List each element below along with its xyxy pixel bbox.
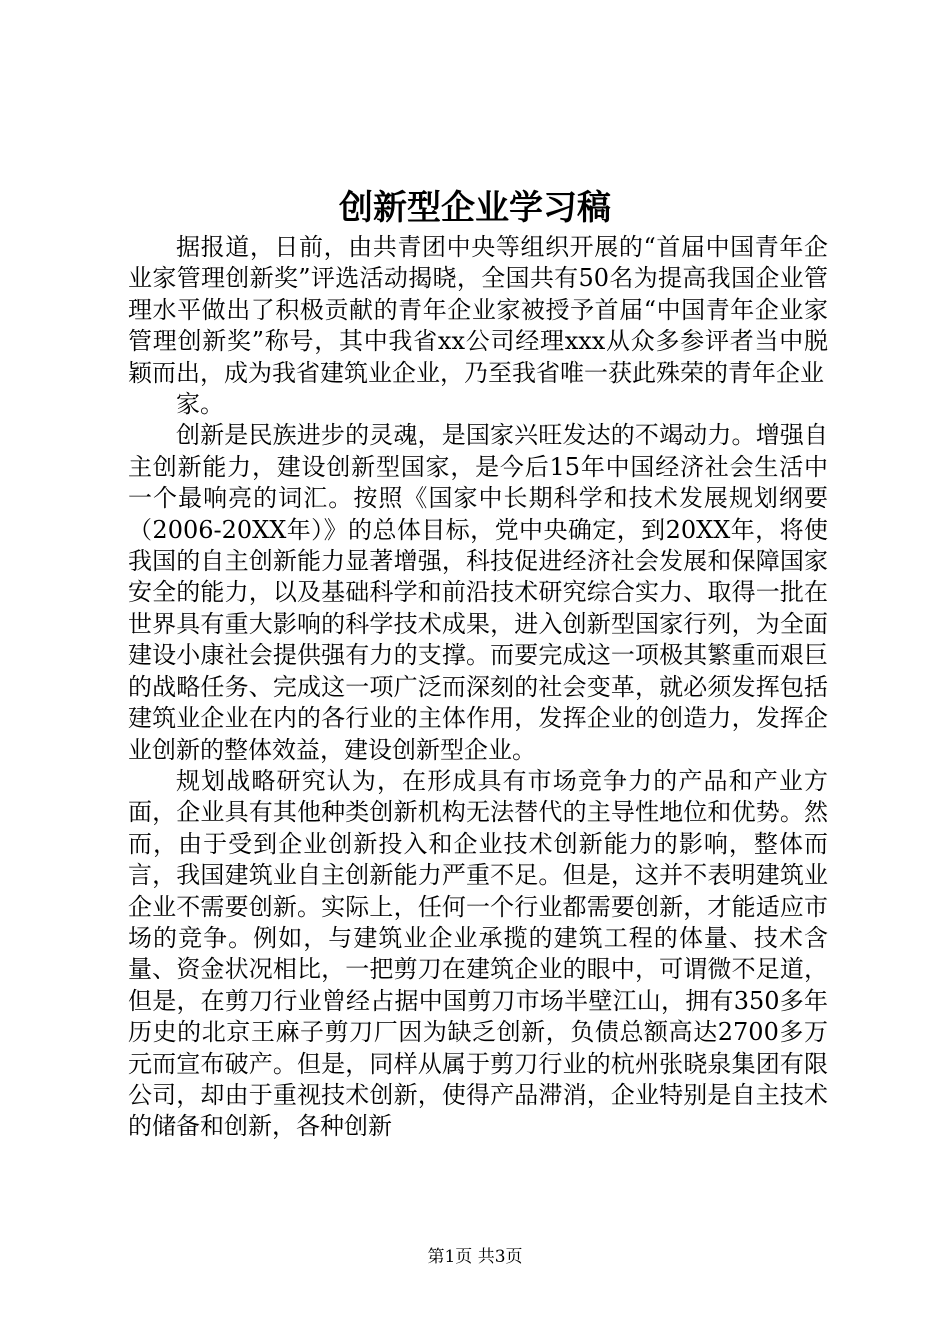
page-footer [0,1246,950,1268]
paragraph: 家。 [176,390,224,419]
document-body [128,232,828,1143]
document-title: 创新型企业学习稿 [339,188,611,228]
paragraph: 规划战略研究认为，在形成具有市场竞争力的产品和产业方面，企业具有其他种类创新机构无法替代的主导性地位和优势。然而，由于受到企业创新投入和企业技术创新能力的影响，整体而言，我国建筑业自主创新能力严重不足。但是，这并不表明建筑业企业不需要创新。实际上，任何一个行业都需要创新，才能适应市场的竞争。例如，与建筑业企业承揽的建筑工程的体量、技术含量、资金状况相比，一把剪刀在建筑企业的眼中，可谓微不足道，但是，在剪刀行业曾经占据中国剪刀市场半壁江山，拥有350多年历史的北京王麻子剪刀厂因为缺乏创新，负债总额高达2700多万元而宣布破产。但是，同样从属于剪刀行业的杭州张晓泉集团有限公司，却由于重视技术创新，使得产品滞消，企业特别是自主技术的储备和创新，各种创新 [128,766,828,1141]
paragraph: 据报道，日前，由共青团中央等组织开展的“首届中国青年企业家管理创新奖”评选活动揭晓，全国共有50名为提高我国企业管理水平做出了积极贡献的青年企业家被授予首届“中国青年企业家管理创新奖”称号，其中我省xx公司经理xxx从众多参评者当中脱颖而出，成为我省建筑业企业，乃至我省唯一获此殊荣的青年企业 [128,233,828,387]
paragraph: 创新是民族进步的灵魂，是国家兴旺发达的不竭动力。增强自主创新能力，建设创新型国家，是今后15年中国经济社会生活中一个最响亮的词汇。按照《国家中长期科学和技术发展规划纲要（2006-20XX年）》的总体目标，党中央确定，到20XX年，将使我国的自主创新能力显著增强，科技促进经济社会发展和保障国家安全的能力，以及基础科学和前沿技术研究综合实力、取得一批在世界具有重大影响的科学技术成果，进入创新型国家行列，为全面建设小康社会提供强有力的支撑。而要完成这一项极其繁重而艰巨的战略任务、完成这一项广泛而深刻的社会变革，就必须发挥包括建筑业企业在内的各行业的主体作用，发挥企业的创造力，发挥企业创新的整体效益，建设创新型企业。 [128,421,828,764]
page-number: 第1页 共3页 [427,1247,523,1267]
